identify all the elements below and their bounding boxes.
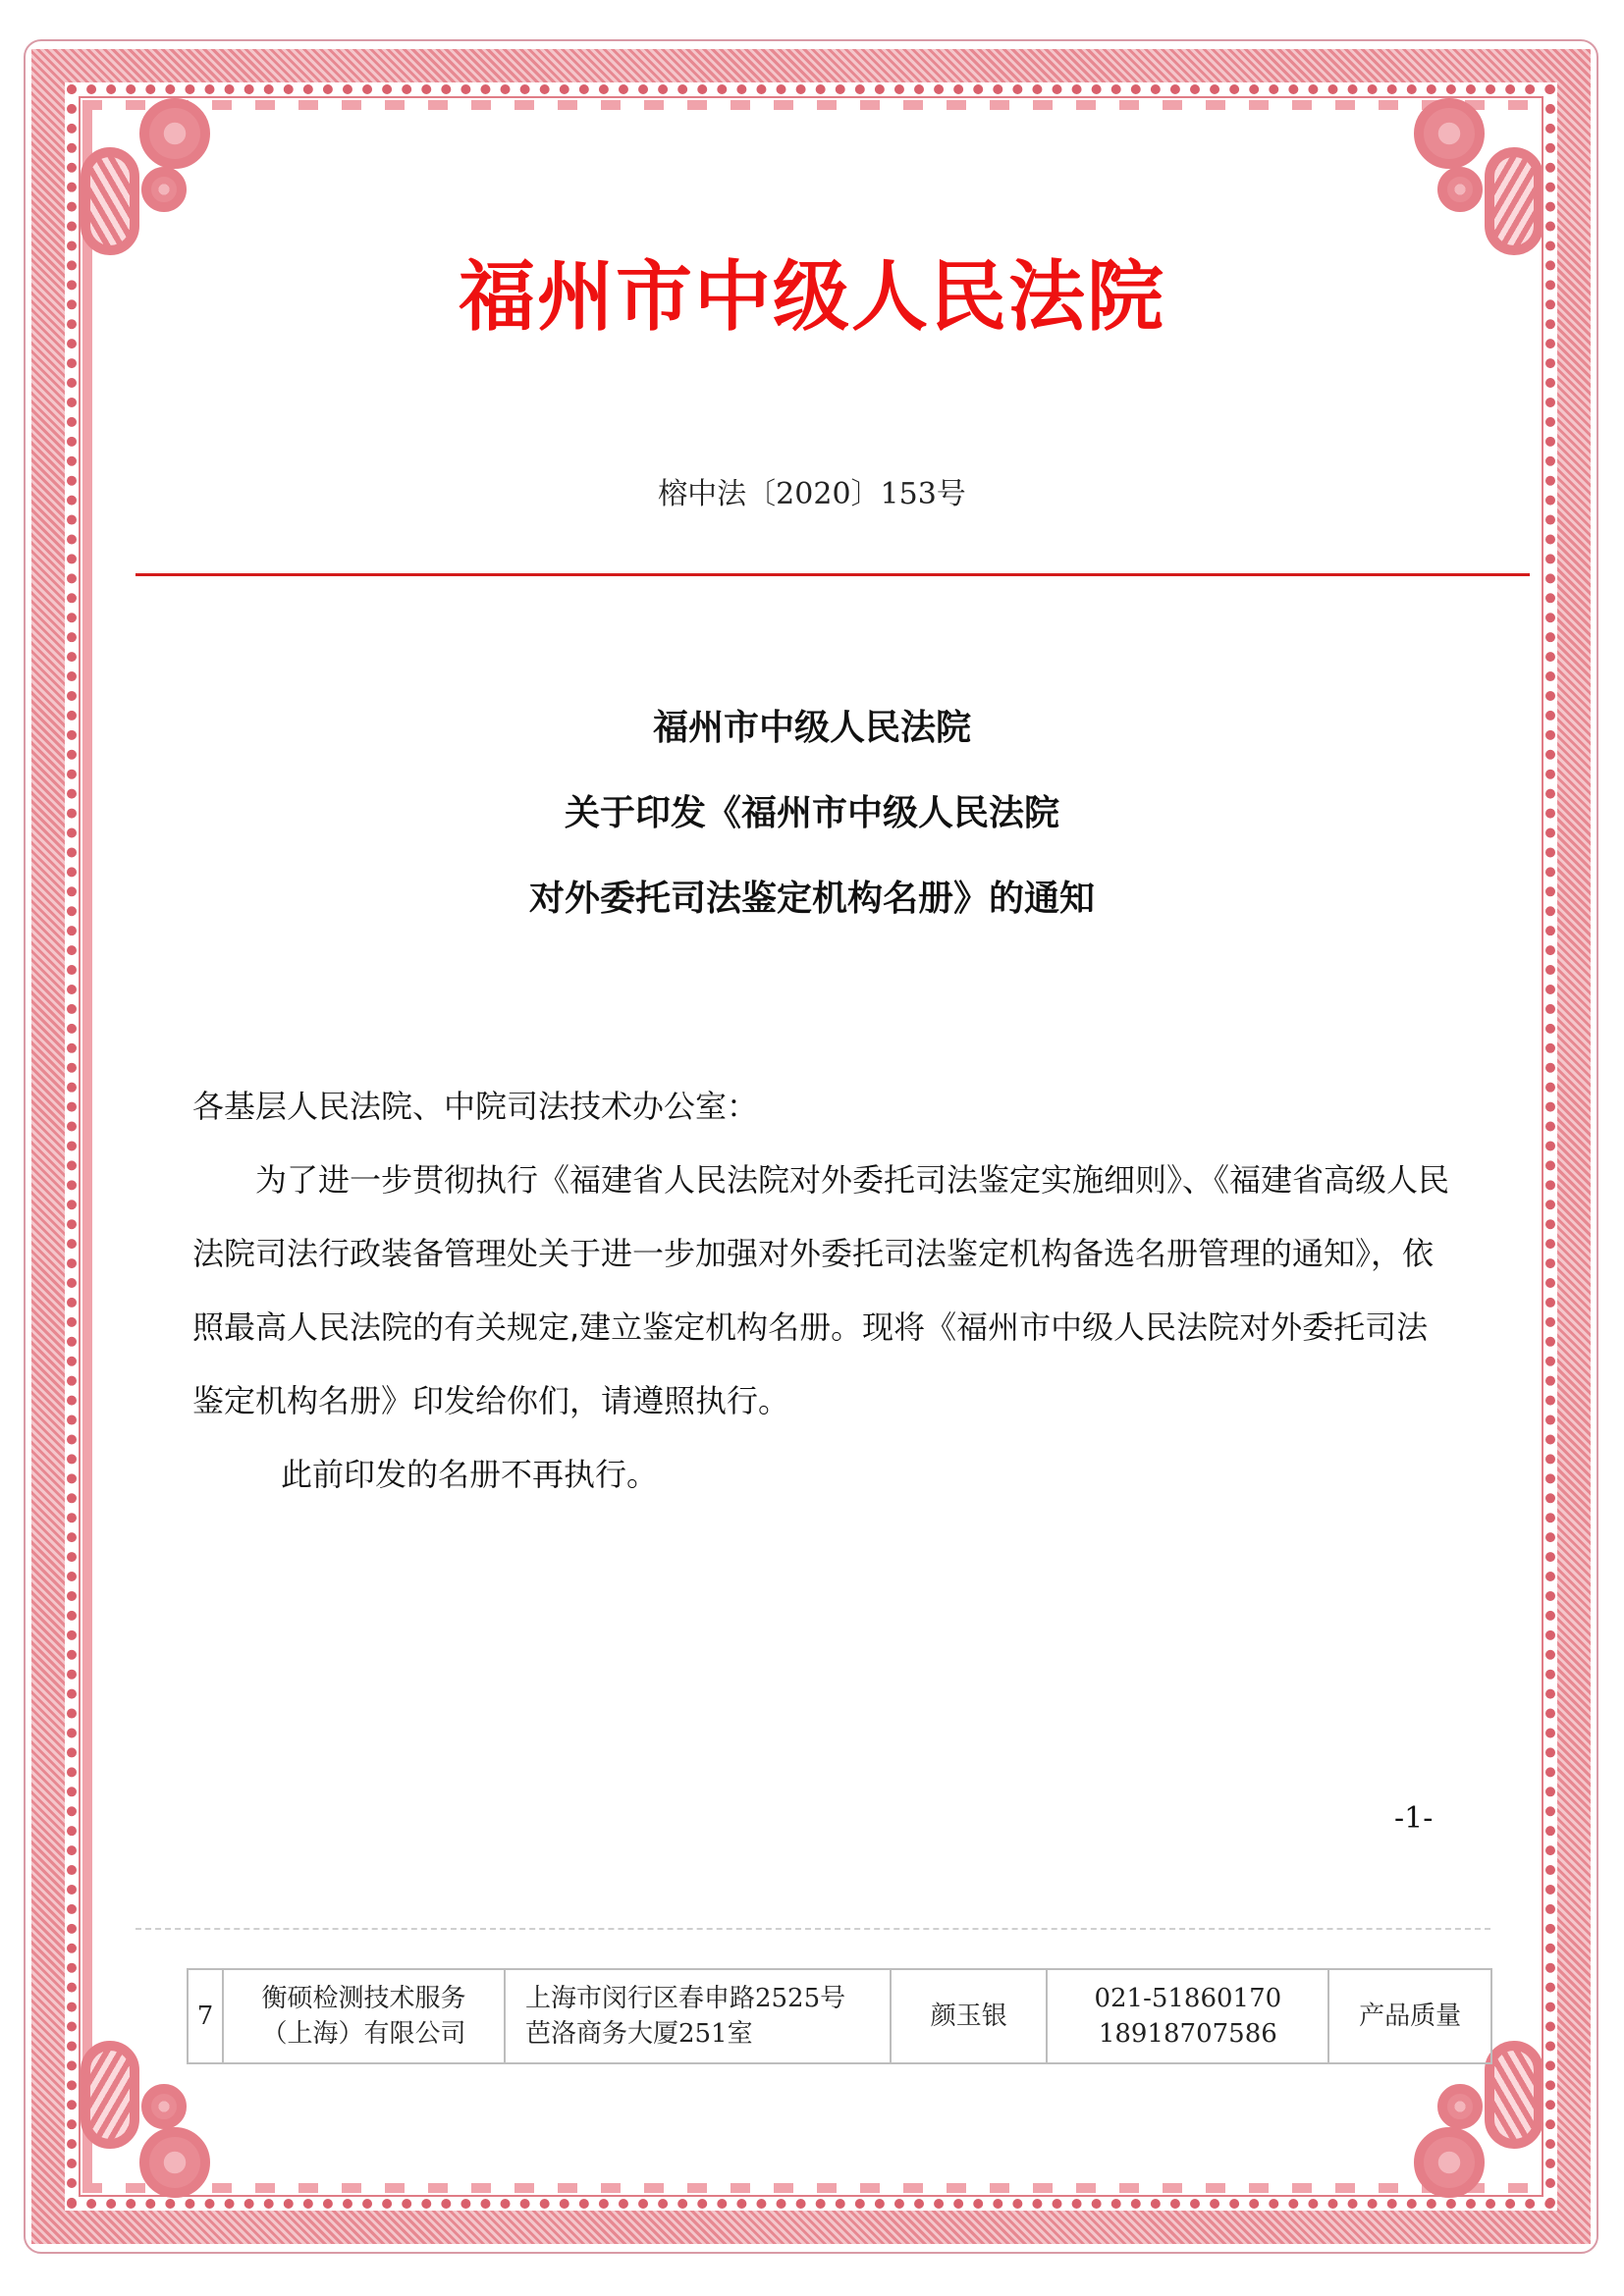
org-title: 福州市中级人民法院	[458, 253, 1165, 342]
notice-title	[0, 685, 1624, 941]
notice-title-line: 对外委托司法鉴定机构名册》的通知	[528, 879, 1095, 919]
page-break-divider	[135, 1928, 1490, 1930]
red-divider	[135, 573, 1530, 576]
institution-address	[505, 1969, 891, 2063]
page-number: -1-	[1394, 1801, 1434, 1836]
institution-name	[223, 1969, 505, 2063]
notice-title-line: 福州市中级人民法院	[652, 708, 971, 748]
phone-line: 18918707586	[1098, 2019, 1277, 2049]
notice-title-line: 关于印发《福州市中级人民法院	[564, 793, 1059, 833]
institution-table	[187, 1968, 1492, 2064]
contact-phone	[1047, 1969, 1328, 2063]
row-index: 7	[188, 1969, 223, 2063]
body-paragraph: 此前印发的名册不再执行。	[281, 1456, 659, 1493]
institution-name-line: 衡硕检测技术服务	[261, 1984, 466, 2013]
salutation: 各基层人民法院、中院司法技术办公室：	[192, 1088, 759, 1125]
contact-person: 颜玉银	[891, 1969, 1047, 2063]
notice-body	[192, 1070, 1459, 1512]
address-line: 上海市闵行区春申路2525号	[524, 1984, 846, 2013]
body-paragraph: 为了进一步贯彻执行《福建省人民法院对外委托司法鉴定实施细则》、《福建省高级人民法院司法行政装备管理处关于进一步加强对外委托司法鉴定机构备选名册管理的通知》，依照最高人民法院的有关规定,建立鉴定机构名册。现将《福州市中级人民法院对外委托司法鉴定机构名册》印发给你们，请遵照执行。	[192, 1161, 1450, 1419]
address-line: 芭洛商务大厦251室	[524, 2019, 753, 2049]
phone-line: 021-51860170	[1094, 1984, 1282, 2013]
table-row	[188, 1969, 1491, 2063]
institution-name-line: （上海）有限公司	[261, 2019, 466, 2049]
document-number: 榕中法〔2020〕153号	[658, 477, 966, 511]
appraisal-category: 产品质量	[1328, 1969, 1491, 2063]
